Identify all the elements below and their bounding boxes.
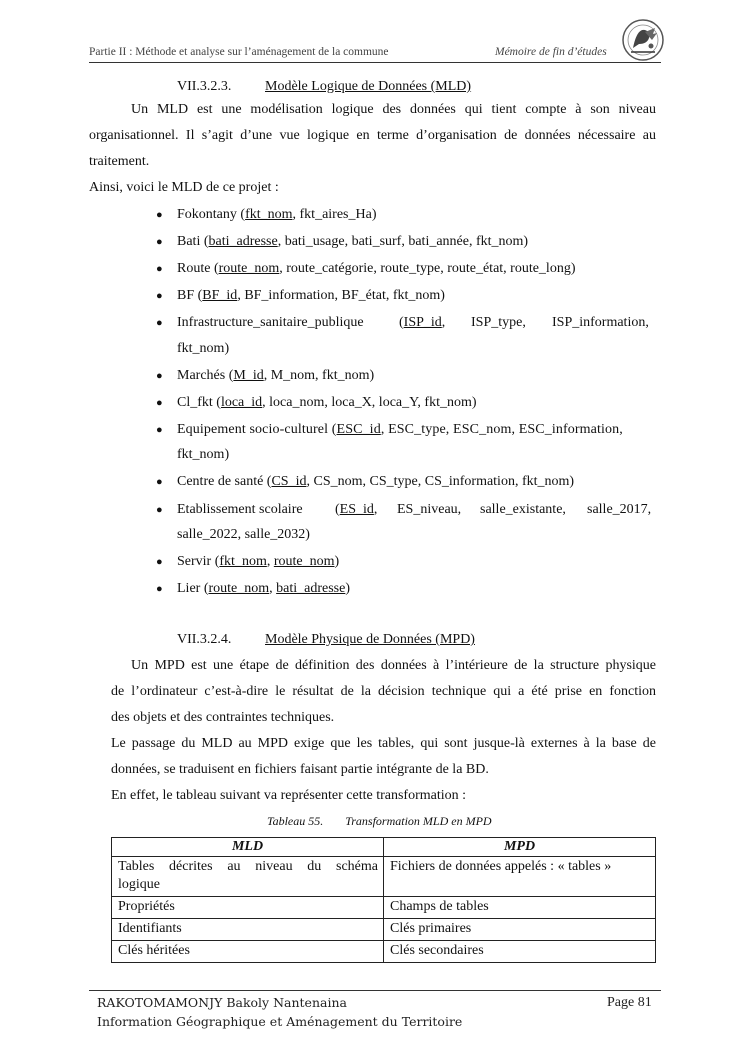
bullet-icon: ●: [156, 397, 163, 409]
list-item: BF (BF_id, BF_information, BF_état, fkt_nom): [177, 288, 445, 303]
paragraph-line: traitement.: [89, 154, 150, 169]
list-item: Infrastructure_sanitaire_publique: [177, 315, 364, 330]
table-row: [112, 857, 656, 897]
table-header-row: [112, 838, 656, 857]
list-item-part: salle_existante,: [480, 502, 566, 517]
paragraph-line: Ainsi, voici le MLD de ce projet :: [89, 180, 279, 195]
table-cell: Tables décrites au niveau du schéma logique: [112, 857, 384, 897]
bullet-icon: ●: [156, 236, 163, 248]
paragraph-line: Un MLD est une modélisation logique des données qui tient compte à son niveau: [131, 102, 656, 117]
running-header-left: Partie II : Méthode et analyse sur l’aménagement de la commune: [89, 46, 389, 58]
bullet-icon: ●: [156, 317, 163, 329]
list-item: Lier (route_nom, bati_adresse): [177, 581, 351, 596]
section-title: Modèle Logique de Données (MLD): [265, 79, 472, 94]
column-header: MPD: [384, 838, 656, 857]
list-item: Centre de santé (CS_id, CS_nom, CS_type, CS_information, fkt_nom): [177, 474, 575, 489]
table-row: [112, 941, 656, 963]
section-number: VII.3.2.4.: [177, 632, 232, 647]
list-item-part: ES_niveau,: [397, 502, 462, 517]
column-header: MLD: [112, 838, 384, 857]
bullet-icon: ●: [156, 424, 163, 436]
list-item: Cl_fkt (loca_id, loca_nom, loca_X, loca_Y, fkt_nom): [177, 395, 477, 410]
bullet-icon: ●: [156, 290, 163, 302]
running-header-right: Mémoire de fin d’études: [495, 46, 607, 58]
list-item: Equipement socio-culturel (ESC_id, ESC_type, ESC_nom, ESC_information,: [177, 422, 623, 437]
table-row: [112, 919, 656, 941]
page-number: Page 81: [607, 995, 652, 1010]
bullet-icon: ●: [156, 504, 163, 516]
table-cell: Champs de tables: [384, 897, 656, 919]
list-item: Etablissement scolaire: [177, 502, 303, 517]
paragraph-line: En effet, le tableau suivant va représenter cette transformation :: [111, 788, 467, 803]
list-item: Route (route_nom, route_catégorie, route_type, route_état, route_long): [177, 261, 576, 276]
list-item-part: ISP_type,: [471, 315, 526, 330]
mld-mpd-table: [111, 837, 656, 963]
list-item: Bati (bati_adresse, bati_usage, bati_surf, bati_année, fkt_nom): [177, 234, 529, 249]
bullet-icon: ●: [156, 556, 163, 568]
list-item-part: ISP_information,: [552, 315, 649, 330]
table-cell: Clés primaires: [384, 919, 656, 941]
list-item-continuation: fkt_nom): [177, 341, 230, 356]
bullet-icon: ●: [156, 583, 163, 595]
section-title: Modèle Physique de Données (MPD): [265, 632, 475, 647]
list-item-part: salle_2017,: [587, 502, 652, 517]
list-item-continuation: fkt_nom): [177, 447, 230, 462]
university-logo-icon: [621, 18, 665, 62]
bullet-icon: ●: [156, 263, 163, 275]
table-cell: Clés secondaires: [384, 941, 656, 963]
table-cell: Fichiers de données appelés : « tables »: [384, 857, 656, 897]
bullet-icon: ●: [156, 209, 163, 221]
table-cell: Propriétés: [112, 897, 384, 919]
list-item-part: (ISP_id,: [399, 315, 446, 330]
header-rule: [89, 62, 661, 63]
paragraph-line: organisationnel. Il s’agit d’une vue logique en terme d’organisation de données nécessaire au: [89, 128, 656, 143]
paragraph-line: de l’ordinateur c’est-à-dire le résultat de la décision technique qui a été prise en fonction: [111, 684, 656, 699]
table-caption: Tableau 55. Transformation MLD en MPD: [267, 814, 492, 828]
bullet-icon: ●: [156, 476, 163, 488]
list-item: Servir (fkt_nom, route_nom): [177, 554, 340, 569]
table-cell: Identifiants: [112, 919, 384, 941]
paragraph-line: des objets et des contraintes techniques.: [111, 710, 335, 725]
bullet-icon: ●: [156, 370, 163, 382]
footer-author: RAKOTOMAMONJY Bakoly Nantenaina: [97, 995, 347, 1010]
paragraph-line: Le passage du MLD au MPD exige que les tables, qui sont jusque-là externes à la base de: [111, 736, 656, 751]
list-item: Marchés (M_id, M_nom, fkt_nom): [177, 368, 375, 383]
table-cell: Clés héritées: [112, 941, 384, 963]
list-item: Fokontany (fkt_nom, fkt_aires_Ha): [177, 207, 377, 222]
section-number: VII.3.2.3.: [177, 79, 232, 94]
paragraph-line: Un MPD est une étape de définition des données à l’intérieure de la structure physique: [131, 658, 656, 673]
footer-program: Information Géographique et Aménagement du Territoire: [97, 1014, 463, 1029]
list-item-part: (ES_id,: [335, 502, 378, 517]
footer-rule: [89, 990, 661, 991]
table-row: [112, 897, 656, 919]
paragraph-line: données, se traduisent en fichiers faisant partie intégrante de la BD.: [111, 762, 489, 777]
list-item-continuation: salle_2022, salle_2032): [177, 527, 310, 542]
